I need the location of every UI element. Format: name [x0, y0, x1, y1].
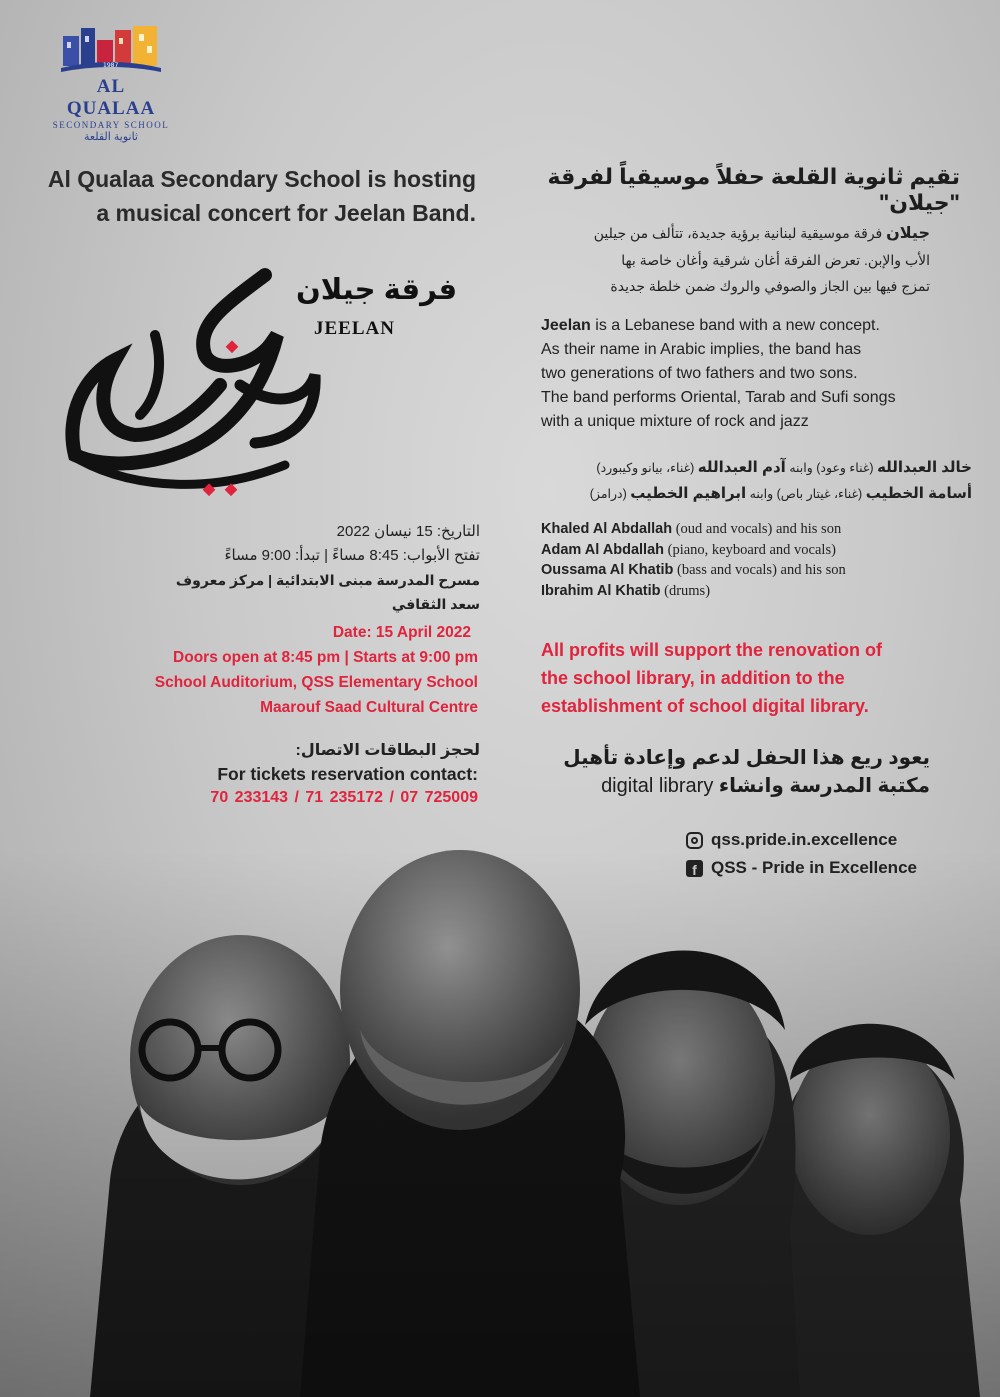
en-desc-name: Jeelan	[541, 317, 591, 334]
event-time: Doors open at 8:45 pm | Starts at 9:00 pm	[173, 649, 478, 666]
ar-support-line-1: يعود ريع هذا الحفل لدعم وإعادة تأهيل	[563, 747, 930, 769]
en-desc-line-2: As their name in Arabic implies, the band has	[541, 341, 862, 358]
band-photo	[0, 850, 1000, 1397]
ar-desc-line-1	[520, 220, 930, 247]
ar-event-time: تفتح الأبواب: 8:45 مساءً | تبدأ: 9:00 مساءً	[224, 547, 480, 564]
ar-support-text-2: مكتبة المدرسة وانشاء	[718, 775, 930, 797]
instagram-handle: qss.pride.in.excellence	[711, 830, 898, 849]
en-member-name: Khaled Al Abdallah	[541, 521, 673, 537]
en-member-row	[541, 560, 961, 581]
en-member-row	[541, 540, 961, 561]
profits-line-3: establishment of school digital library.	[541, 696, 869, 716]
en-member-role: (drums)	[664, 582, 711, 599]
ar-member-role: (غناء، غيتار باص)	[776, 487, 863, 501]
en-member-role: (bass and vocals) and his son	[677, 562, 846, 578]
logo-arabic: ثانوية القلعة	[84, 131, 138, 143]
ar-member-name: ابراهيم الخطيب	[630, 485, 747, 502]
castle-logo-icon	[59, 22, 163, 74]
instagram-icon	[686, 832, 703, 849]
ar-member-row-1	[500, 455, 972, 481]
en-member-row	[541, 581, 961, 602]
en-desc-line-4: The band performs Oriental, Tarab and Sufi songs	[541, 389, 896, 406]
ar-member-link: وابنه	[749, 487, 774, 501]
event-info-english	[100, 620, 478, 720]
ar-event-date: التاريخ: 15 نيسان 2022	[336, 523, 480, 540]
band-name-arabic: فرقة جيلان	[296, 274, 458, 306]
headline-arabic: تقيم ثانوية القلعة حفلاً موسيقياً لفرقة "جيلان"	[547, 164, 960, 215]
ar-member-name: خالد العبدالله	[877, 459, 972, 476]
school-logo	[52, 22, 170, 143]
ticket-phone-numbers[interactable]: 70 233143 / 71 235172 / 07 725009	[210, 789, 478, 806]
members-english	[541, 519, 961, 601]
en-member-role: (piano, keyboard and vocals)	[667, 541, 836, 558]
en-member-name: Oussama Al Khatib	[541, 562, 674, 578]
ar-desc-line-2: الأب والإبن. تعرض الفرقة أغان شرقية وأغان خاصة بها	[621, 252, 930, 268]
ar-event-venue: مسرح المدرسة مبنى الابتدائية | مركز معروف سعد الثقافي	[175, 572, 480, 612]
ar-desc-name: جيلان	[886, 225, 930, 242]
ar-support-digital-library: digital library	[601, 775, 714, 797]
headline-line-1: Al Qualaa Secondary School is hosting	[47, 166, 476, 192]
headline-line-2: a musical concert for Jeelan Band.	[96, 200, 476, 226]
ar-member-role: (غناء وعود)	[816, 461, 874, 475]
band-name-english: JEELAN	[314, 318, 395, 339]
support-note-arabic	[500, 744, 930, 800]
en-desc-line-3: two generations of two fathers and two sons.	[541, 365, 858, 382]
en-desc-line-5: with a unique mixture of rock and jazz	[541, 413, 809, 430]
logo-name: AL QUALAA	[66, 76, 156, 119]
members-arabic	[500, 455, 972, 507]
ar-member-row-2	[500, 481, 972, 507]
ar-desc-text-1: فرقة موسيقية لبنانية برؤية جديدة، تتألف من جيلين	[593, 225, 883, 241]
event-venue-2: Maarouf Saad Cultural Centre	[260, 699, 478, 716]
profits-line-1: All profits will support the renovation of	[541, 640, 882, 660]
jeelan-calligraphy-logo	[55, 265, 325, 505]
en-member-row	[541, 519, 961, 540]
logo-year: 1987	[103, 62, 119, 69]
ar-desc-line-3: تمزج فيها بين الجاز والصوفي والروك ضمن خلطة جديدة	[610, 278, 930, 294]
ar-member-link: وابنه	[789, 461, 813, 475]
description-english	[541, 314, 961, 434]
en-desc-text-1: is a Lebanese band with a new concept.	[595, 317, 880, 334]
ar-support-line-2	[500, 772, 930, 800]
tickets-label-arabic: لحجز البطاقات الاتصال:	[295, 742, 480, 759]
profits-line-2: the school library, in addition to the	[541, 668, 845, 688]
headline-english	[36, 162, 476, 230]
description-arabic	[520, 220, 930, 299]
en-member-name: Adam Al Abdallah	[541, 541, 664, 558]
en-member-name: Ibrahim Al Khatib	[541, 582, 661, 599]
tickets-label-english: For tickets reservation contact:	[217, 764, 478, 784]
profits-note	[541, 636, 971, 720]
ar-member-name: أسامة الخطيب	[865, 485, 972, 502]
event-date: Date: 15 April 2022	[332, 624, 471, 641]
ar-member-role: (درامز)	[589, 487, 627, 501]
en-desc-line-1	[541, 314, 961, 338]
event-venue-1: School Auditorium, QSS Elementary School	[154, 674, 478, 691]
event-info-arabic	[150, 520, 480, 616]
ar-member-role: (غناء، بيانو وكيبورد)	[596, 461, 695, 475]
en-member-role: (oud and vocals) and his son	[675, 521, 842, 537]
ar-member-name: آدم العبدالله	[697, 459, 786, 476]
logo-subtitle: SECONDARY SCHOOL	[52, 120, 170, 130]
